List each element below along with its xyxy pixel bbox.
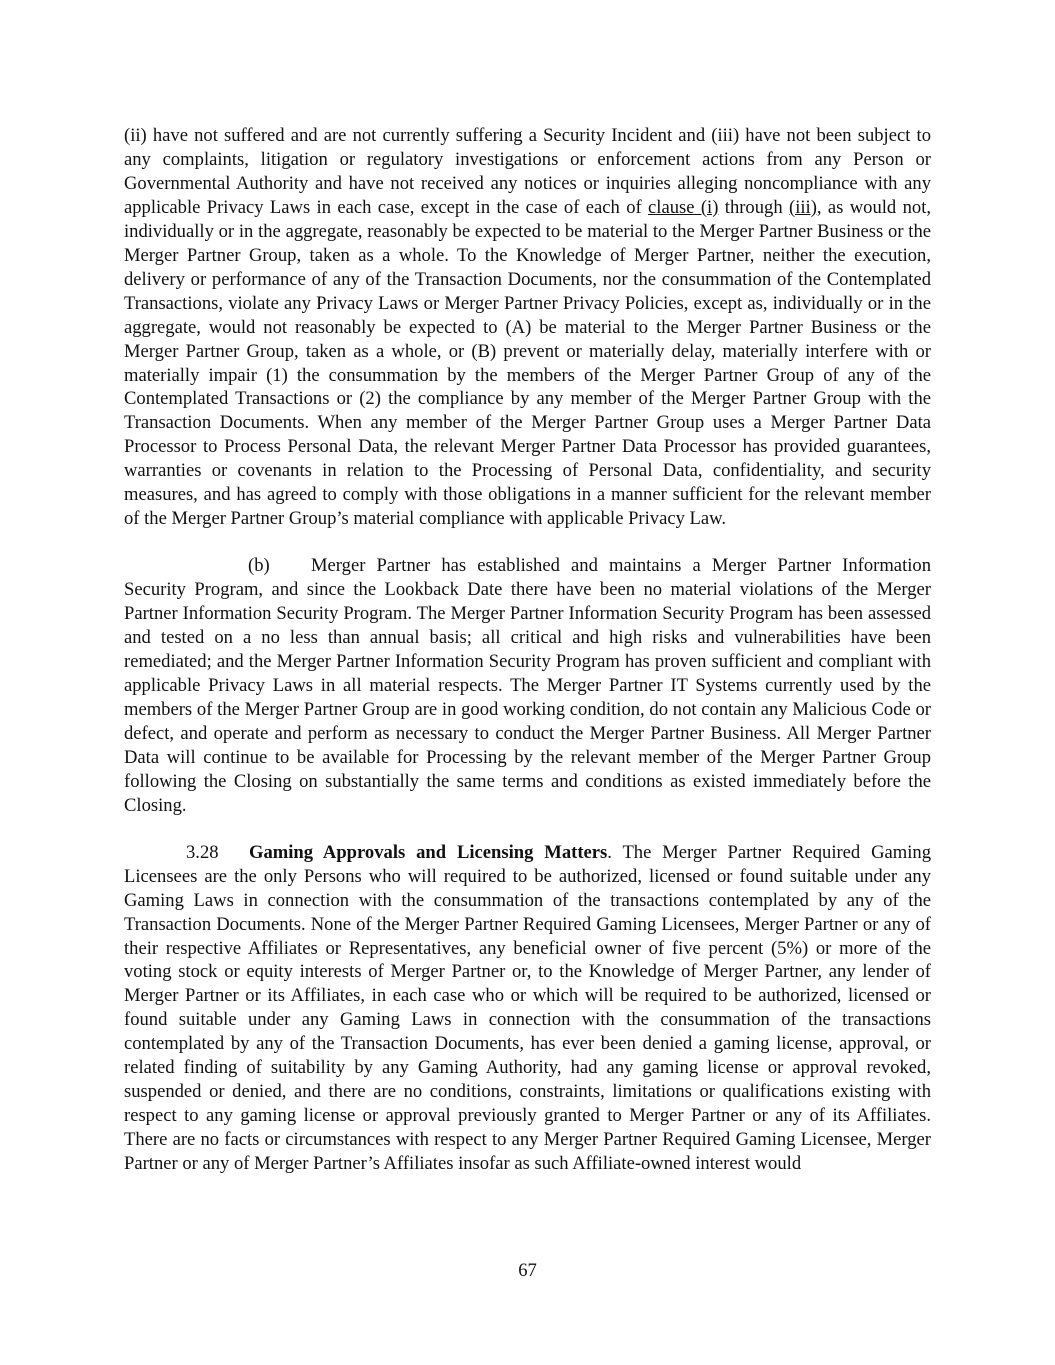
document-page [124,124,931,1176]
clause-i-reference: clause (i) [648,196,719,218]
section-heading: Gaming Approvals and Licensing Matters [249,841,608,863]
clause-iii-reference: (iii) [789,196,817,218]
page-number: 67 [518,1260,537,1281]
paragraph-text: through [718,196,789,218]
paragraph-information-security [124,554,931,817]
paragraph-text: . The Merger Partner Required Gaming Licensees are the only Persons who will required to be authorized, licensed or found suitable under any Gaming Laws in connection with the consummation of the transactions contemplated by any of the Transaction Documents. None of the Merger Partner Required Gaming Licensees, Merger Partner or any of their respective Affiliates or Representatives, any beneficial owner of five percent (5%) or more of the voting stock or equity interests of Merger Partner or, to the Knowledge of Merger Partner, any lender of Merger Partner or its Affiliates, in each case who or which will be required to be authorized, licensed or found suitable under any Gaming Laws in connection with the consummation of the transactions contemplated by any of the Transaction Documents, has ever been denied a gaming license, approval, or related finding of suitability by any Gaming Authority, had any gaming license or approval revoked, suspended or denied, and there are no conditions, constraints, limitations or qualifications existing with respect to any gaming license or approval previously granted to Merger Partner or any of its Affiliates. There are no facts or circumstances with respect to any Merger Partner Required Gaming Licensee, Merger Partner or any of Merger Partner’s Affiliates insofar as such Affiliate-owned interest would [124,841,931,1175]
paragraph-text: (ii) have not suffered and are not currently suffering a Security Incident and (iii) have not been subject to any complaints, litigation or regulatory investigations or enforcement actions from any Person or Governmental Authority and have not received any notices or inquiries alleging noncompliance with any applicable Privacy Laws in each case, except in the case of each of [124,125,931,218]
paragraph-privacy-compliance [124,124,931,531]
section-gaming-approvals [124,841,931,1176]
subsection-label: (b) [248,555,270,577]
section-number: 3.28 [186,841,219,863]
paragraph-text: , as would not, individually or in the aggregate, reasonably be expected to be material to the Merger Partner Business or the Merger Partner Group, taken as a whole. To the Knowledge of Merger Partner, neither the execution, delivery or performance of any of the Transaction Documents, nor the consummation of the Contemplated Transactions, violate any Privacy Laws or Merger Partner Privacy Policies, except as, individually or in the aggregate, would not reasonably be expected to (A) be material to the Merger Partner Business or the Merger Partner Group, taken as a whole, or (B) prevent or materially delay, materially interfere with or materially impair (1) the consummation by the members of the Merger Partner Group of any of the Contemplated Transactions or (2) the compliance by any member of the Merger Partner Group with the Transaction Documents. When any member of the Merger Partner Group uses a Merger Partner Data Processor to Process Personal Data, the relevant Merger Partner Data Processor has provided guarantees, warranties or covenants in relation to the Processing of Personal Data, confidentiality, and security measures, and has agreed to comply with those obligations in a manner sufficient for the relevant member of the Merger Partner Group’s material compliance with applicable Privacy Law. [124,196,932,530]
paragraph-text: Merger Partner has established and maintains a Merger Partner Information Security Program, and since the Lookback Date there have been no material violations of the Merger Partner Information Security Program. The Merger Partner Information Security Program has been assessed and tested on a no less than annual basis; all critical and high risks and vulnerabilities have been remediated; and the Merger Partner Information Security Program has proven sufficient and compliant with applicable Privacy Laws in all material respects. The Merger Partner IT Systems currently used by the members of the Merger Partner Group are in good working condition, do not contain any Malicious Code or defect, and operate and perform as necessary to conduct the Merger Partner Business. All Merger Partner Data will continue to be available for Processing by the relevant member of the Merger Partner Group following the Closing on substantially the same terms and conditions as existed immediately before the Closing. [124,555,931,816]
